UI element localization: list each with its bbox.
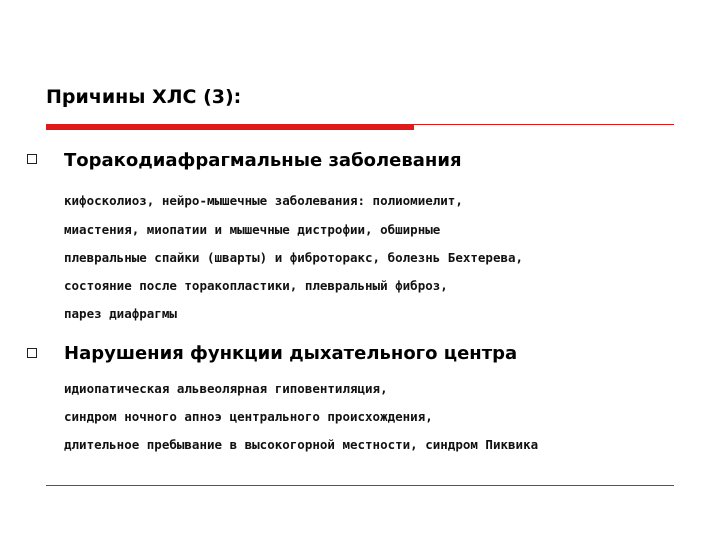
slide-title: Причины ХЛС (3):: [46, 86, 242, 108]
section-detail-line: плевральные спайки (шварты) и фиброторакс, болезнь Бехтерева,: [64, 250, 524, 265]
section-detail-line: состояние после торакопластики, плевральный фиброз,: [64, 278, 448, 293]
section-detail-line: длительное пребывание в высокогорной местности, синдром Пиквика: [64, 437, 539, 452]
bottom-divider: [46, 485, 674, 486]
section-heading: Нарушения функции дыхательного центра: [64, 343, 518, 364]
section-detail-line: парез диафрагмы: [64, 306, 177, 321]
section-detail-line: идиопатическая альвеолярная гиповентиляция,: [64, 381, 388, 396]
section-heading: Торакодиафрагмальные заболевания: [64, 150, 462, 171]
title-underline-thick: [46, 124, 414, 130]
bullet-square-icon: [27, 348, 37, 358]
bullet-square-icon: [27, 154, 37, 164]
title-underline-thin: [414, 124, 674, 125]
section-detail-line: кифосколиоз, нейро-мышечные заболевания: полиомиелит,: [64, 193, 463, 208]
section-detail-line: миастения, миопатии и мышечные дистрофии, обширные: [64, 222, 441, 237]
section-detail-line: синдром ночного апноэ центрального происхождения,: [64, 409, 433, 424]
